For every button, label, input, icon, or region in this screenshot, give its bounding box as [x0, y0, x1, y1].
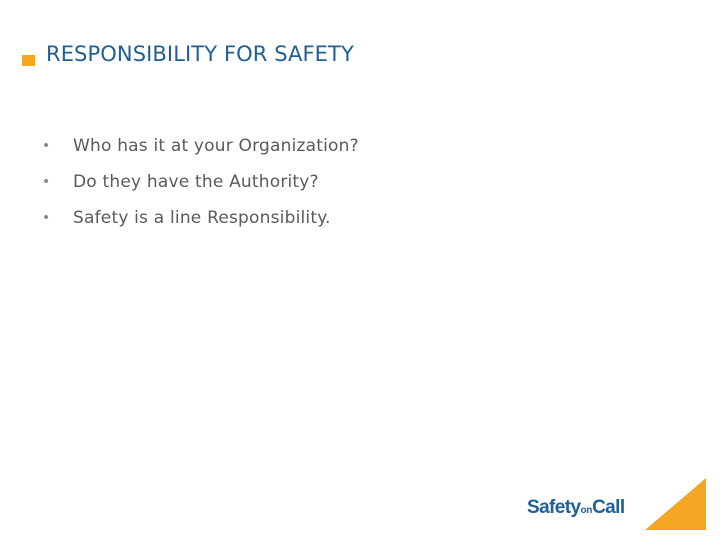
bullet-dot: • — [42, 210, 51, 226]
logo-on: on — [580, 505, 593, 516]
slide-title: RESPONSIBILITY FOR SAFETY — [46, 42, 354, 66]
logo-call: Call — [592, 497, 625, 518]
bullet-dot: • — [42, 174, 51, 190]
bullet-text: Do they have the Authority? — [73, 172, 319, 192]
logo-safety: Safety — [527, 497, 581, 518]
bullet-text: Who has it at your Organization? — [73, 136, 359, 156]
bullet-dot: • — [42, 138, 51, 154]
bullet-text: Safety is a line Responsibility. — [73, 208, 331, 228]
